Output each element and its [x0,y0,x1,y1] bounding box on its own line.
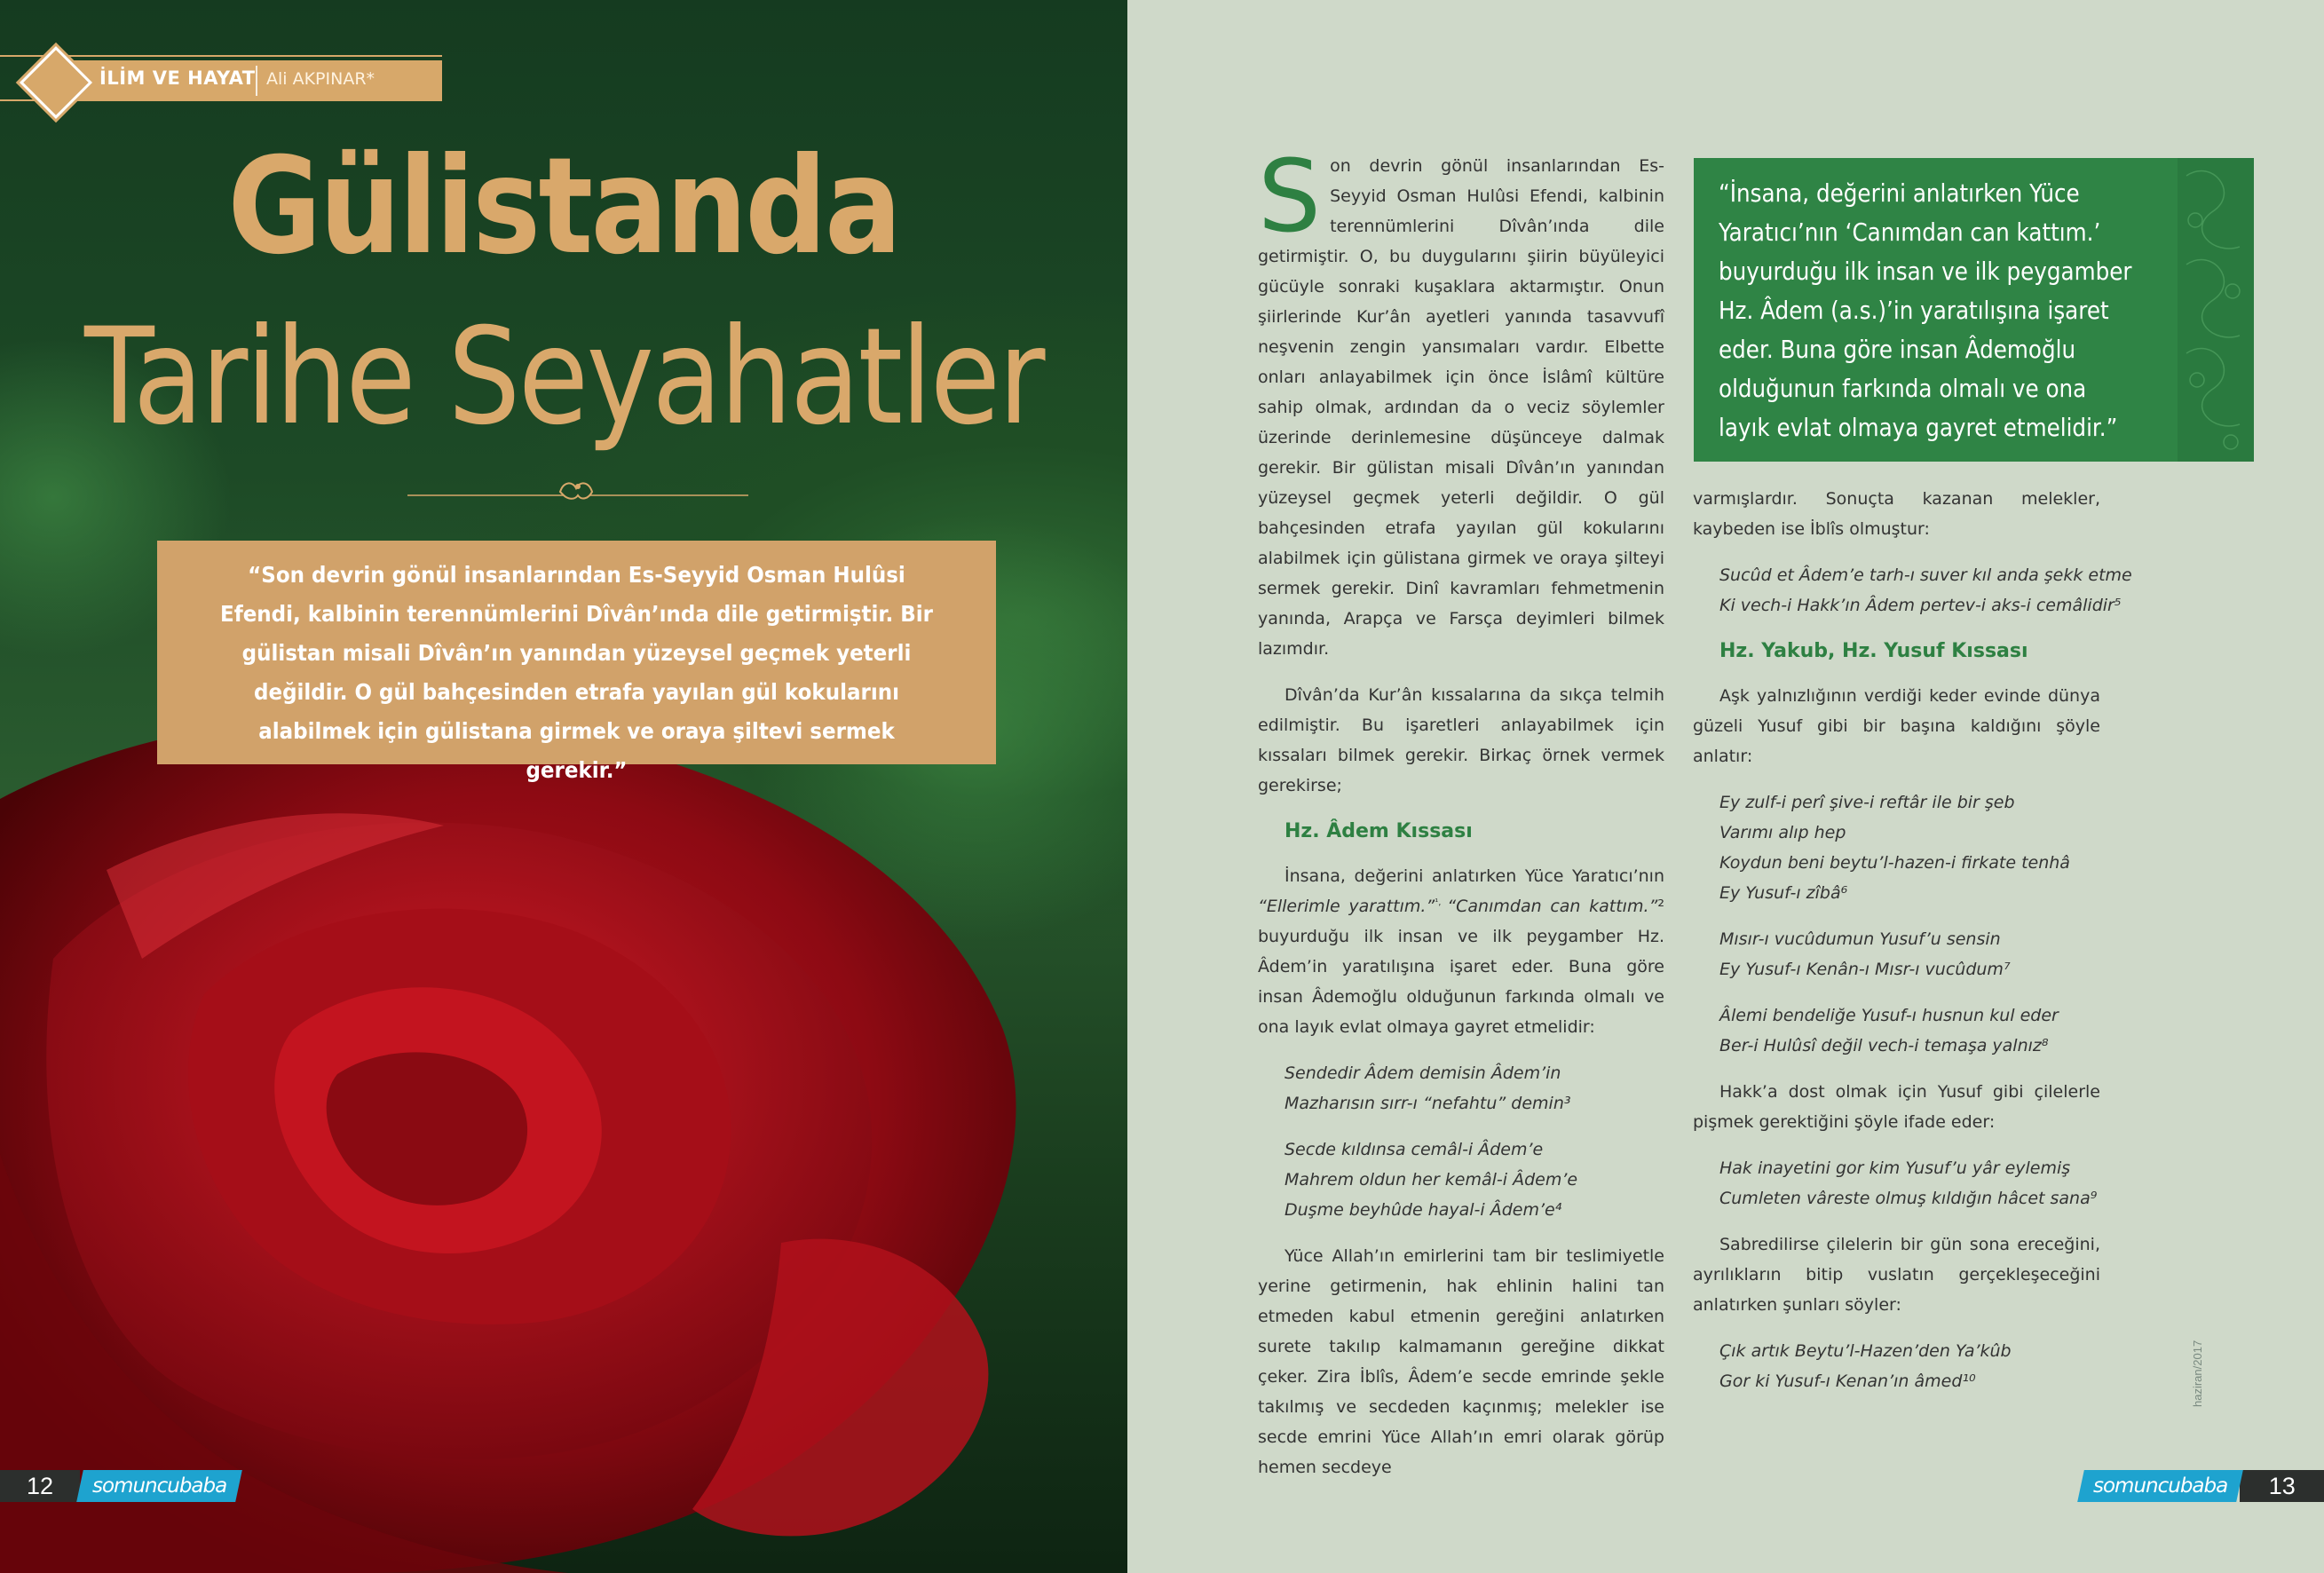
paragraph: Aşk yalnızlığının verdiği keder evinde dünya güzeli Yusuf gibi bir başına kaldığını şöyle anlatır: [1693,686,2100,766]
verse-block [1285,1134,1664,1225]
quote-box-text [1719,174,2136,447]
paragraph: Dîvân’da Kur’ân kıssalarına da sıkça telmih edilmiştir. Bu işaretleri anlayabilmek için kıssaları bilmek gerekir. Birkaç örnek vermek gerekirse; [1258,685,1664,795]
verse-line: Ber-i Hulûsî değil vech-i temaşa yalnız⁸ [1719,1036,2049,1055]
quote-line: layık evlat olmaya gayret etmelidir.” [1719,413,2118,442]
verse-line: Sucûd et Âdem’e tarh-ı suver kıl anda şekk etme [1719,565,2132,585]
title-ornament-icon [407,474,748,506]
paragraph: Sabredilirse çilelerin bir gün sona ereceğini, ayrılıkların bitip vuslatın gerçekleşeceğini anlatırken şunları söyler: [1693,1235,2100,1315]
verse-block [1719,924,2100,984]
footnote-ref: ¹, [1435,897,1448,908]
issue-date: haziran/2017 [2191,1340,2204,1407]
section-name: İLİM VE HAYAT [99,67,256,89]
text-column-1 [1258,139,1664,1498]
header-divider [256,66,257,96]
title-line-1: Gülistanda [227,130,900,284]
quote-line: “İnsana, değerini anlatırken Yüce [1719,178,2080,208]
verse-line: Secde kıldınsa cemâl-i Âdem’e [1285,1140,1544,1159]
paragraph: varmışlardır. Sonuçta kazanan melekler, kaybeden ise İblîs olmuştur: [1693,489,2100,539]
subheading-adem: Hz. Âdem Kıssası [1285,820,1473,842]
quote-line: eder. Buna göre insan Âdemoğlu [1719,335,2076,364]
verse-line: Ey zulf-i perî şive-i reftâr ile bir şeb [1719,793,2015,812]
verse-line: Mahrem oldun her kemâl-i Âdem’e [1285,1170,1578,1190]
quote-line: Hz. Âdem (a.s.)’in yaratılışına işaret [1719,296,2109,325]
page-number-left: 12 [0,1470,80,1502]
verse-line: Cumleten vâreste olmuş kıldığın hâcet sana⁹ [1719,1189,2098,1208]
quote-line: buyurduğu ilk insan ve ilk peygamber [1719,257,2132,286]
title-line-2: Tarihe Seyahatler [84,300,1043,455]
text-run: ² buyurduğu ilk insan ve ilk peygamber Hz. Âdem’in yaratılışına işaret eder. Buna göre insan Âdemoğlu olduğunun farkında olmalı ve ona layık evlat olmaya gayret etmelidir: [1258,897,1664,1037]
verse-line: Ey Yusuf-ı zîbâ⁶ [1719,883,1848,903]
drop-cap: S [1258,139,1322,255]
verse-line: Mısır-ı vucûdumun Yusuf’u sensin [1719,929,2001,949]
verse-block [1719,787,2100,908]
quote-italic: “Canımdan can kattım.” [1447,897,1658,916]
text-column-2 [1693,484,2132,1412]
paragraph: Yüce Allah’ın emirlerini tam bir teslimiyetle yerine getirmenin, hak ehlinin halini tan etmeden kabul etmenin gereğini anlatırken surete takılıp kalmamanın gereğine dikkat çeker. Zira İblîs, Âdem’e secde emrinde şekle takılmış ve secdeden kaçınmış; melekler ise secde emrini Yüce Allah’ın emri olarak görüp hemen secdeye [1258,1246,1664,1477]
verse-line: Hak inayetini gor kim Yusuf’u yâr eylemiş [1719,1158,2071,1178]
verse-line: Gor ki Yusuf-ı Kenan’ın âmed¹⁰ [1719,1371,1976,1391]
right-page [1127,0,2296,1573]
verse-line: Âlemi bendeliğe Yusuf-ı husnun kul eder [1719,1006,2059,1025]
verse-block [1719,560,2132,621]
verse-line: Mazharısın sırr-ı “nefahtu” demin³ [1285,1094,1571,1113]
footer-right [2081,1470,2324,1502]
brand-logo-right [2077,1470,2243,1502]
left-page [0,0,1127,1573]
verse-line: Çık artık Beytu’l-Hazen’den Ya’kûb [1719,1341,2012,1361]
verse-line: Varımı alıp hep [1719,823,1846,842]
subheading-yusuf: Hz. Yakub, Hz. Yusuf Kıssası [1719,640,2028,662]
quote-line: Yaratıcı’nın ‘Canımdan can kattım.’ [1719,217,2101,247]
verse-line: Koydun beni beytu’l-hazen-i firkate tenhâ [1719,853,2070,873]
verse-line: Ki vech-i Hakk’ın Âdem pertev-i aks-i cemâlidir⁵ [1719,596,2122,615]
verse-block [1719,1153,2100,1213]
green-quote-box [1694,158,2254,462]
pull-quote [157,541,996,783]
verse-block [1285,1058,1664,1118]
quote-italic: “Ellerimle yarattım.” [1258,897,1435,916]
paragraph [1258,861,1664,1042]
intro-paragraph: on devrin gönül insanlarından Es-Seyyid Osman Hulûsi Efendi, kalbinin terennümlerini Dîvân’ında dile getirmiştir. O, bu duygularını şiirin büyüleyici gücüyle sonraki kuşaklara aktarmıştır. Onun şiirlerinde Kur’ân ayetleri yanında tasavvufî neşvenin zengin yansımaları vardır. Elbette onları anlayabilmek için önce İslâmî kültüre sahip olmak, ardından da o veciz söylemler üzerinde derinlemesine düşünceye dalmak gerekir. Bir gülistan misali Dîvân’ın yanından yüzeysel geçmek yeterli değildir. O gül bahçesinden etrafa yayılan gül kokularını alabilmek için gülistana girmek ve oraya şilteyi sermek gerekir. Dinî kavramları fehmetmenin yanında, Arapça ve Farsça deyimleri bilmek lazımdır. [1258,156,1664,659]
verse-block [1719,1000,2100,1061]
page-number-right: 13 [2240,1470,2324,1502]
author-name: Ali AKPINAR* [266,69,375,89]
pull-quote-text: “Son devrin gönül insanlarından Es-Seyyid Osman Hulûsi Efendi, kalbinin terennümlerini Dîvân’ında dile getirmiştir. Bir gülistan misali Dîvân’ın yanından yüzeysel geçmek yeterli değildir. O gül bahçesinden etrafa yayılan gül kokularını alabilmek için gülistana girmek ve oraya şiltevi sermek gerekir.” [219,562,934,783]
text-run: İnsana, değerini anlatırken Yüce Yaratıcı’nın [1285,866,1664,886]
verse-block [1719,1336,2100,1396]
verse-line: Sendedir Âdem demisin Âdem’in [1285,1063,1561,1083]
section-header [0,55,442,101]
footer-left [0,1470,239,1502]
verse-line: Duşme beyhûde hayal-i Âdem’e⁴ [1285,1200,1562,1220]
brand-text-left: somuncubaba [92,1474,227,1498]
brand-logo-left [76,1470,242,1502]
arabesque-pattern-icon [2178,158,2254,462]
verse-line: Ey Yusuf-ı Kenân-ı Mısr-ı vucûdum⁷ [1719,960,2011,979]
paragraph: Hakk’a dost olmak için Yusuf gibi çilelerle pişmek gerektiğini şöyle ifade eder: [1693,1082,2100,1132]
brand-text-right: somuncubaba [2093,1474,2228,1498]
quote-line: olduğunun farkında olmalı ve ona [1719,374,2087,403]
